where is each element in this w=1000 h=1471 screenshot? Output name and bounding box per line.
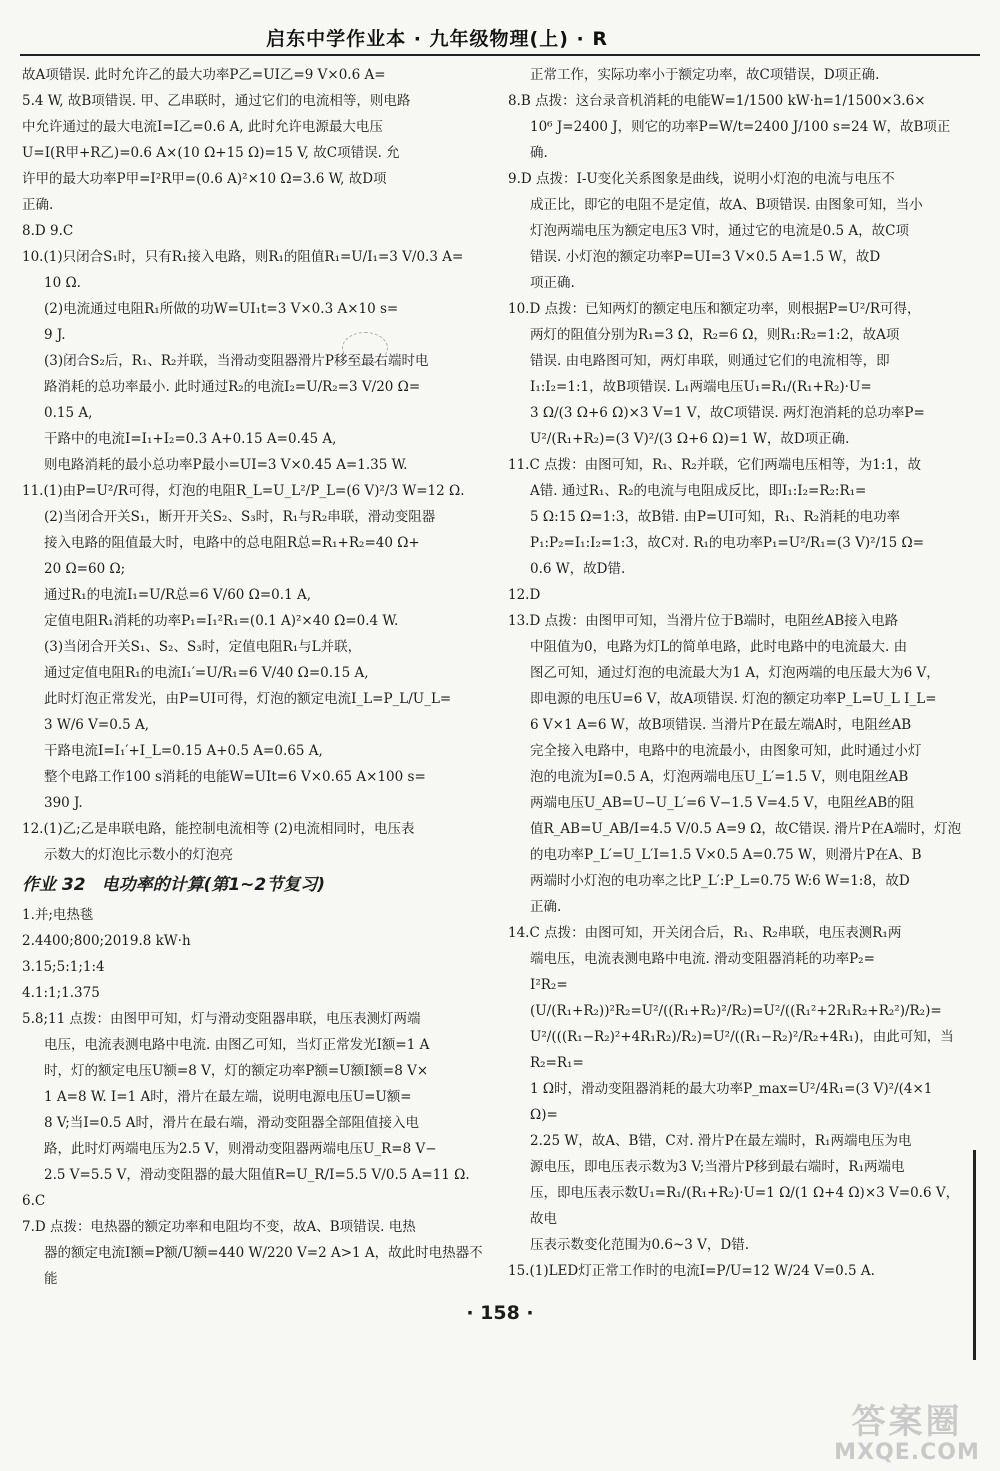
text-line: U²/(R₁+R₂)=(3 V)²/(3 Ω+6 Ω)=1 W，故D项正确. xyxy=(530,431,850,447)
text-line: 3.15;5:1;1:4 xyxy=(22,959,105,975)
text-line: P₁:P₂=I₁:I₂=1:3，故C对. R₁的电功率P₁=U²/R₁=(3 V)²/15 Ω= xyxy=(530,535,925,551)
text-line: 许甲的最大功率P甲=I²R甲=(0.6 A)²×10 Ω=3.6 W, 故D项 xyxy=(22,171,387,187)
text-line: 5 Ω:15 Ω=1:3，故B错. 由P=UI可知，R₁、R₂消耗的电功率 xyxy=(530,509,901,525)
text-line: 2.5 V=5.5 V，滑动变阻器的最大阻值R=U_R/I=5.5 V/0.5 A=11 Ω. xyxy=(44,1167,470,1183)
text-line: (3)闭合S₂后，R₁、R₂并联，当滑动变阻器滑片P移至最右端时电 xyxy=(44,353,429,369)
text-line: 10.(1)只闭合S₁时，只有R₁接入电路，则R₁的阻值R₁=U/I₁=3 V/0.3 A= xyxy=(22,249,464,265)
text-line: 3 W/6 V=0.5 A, xyxy=(44,717,150,733)
text-line: 6 V×1 A=6 W，故B项错误. 当滑片P在最左端A时，电阻丝AB xyxy=(530,717,912,733)
text-line: 压，即电压表示数U₁=R₁/(R₁+R₂)·U=1 Ω/(1 Ω+4 Ω)×3 V=0.6 V，故电 xyxy=(530,1185,960,1227)
text-line: 值R_AB=U_AB/I=4.5 V/0.5 A=9 Ω，故C错误. 滑片P在A端时，灯泡 xyxy=(530,821,962,837)
text-line: 路消耗的总功率最小. 此时通过R₂的电流I₂=U/R₂=3 V/20 Ω= xyxy=(44,379,421,395)
text-line: 20 Ω=60 Ω; xyxy=(44,561,126,577)
text-line: I²R₂=(U/(R₁+R₂))²R₂=U²/((R₁+R₂)²/R₂)=U²/((R₁²+2R₁R₂+R₂²)/R₂)= xyxy=(530,977,942,1019)
text-line: 错误. 小灯泡的额定功率P=UI=3 V×0.5 A=1.5 W，故D xyxy=(530,249,881,265)
text-line: 图乙可知，通过灯泡的电流最大为1 A，灯泡两端的电压最大为6 V， xyxy=(530,665,940,681)
watermark-text: 答案圈 xyxy=(851,1402,963,1442)
text-line: 8 V;当I=0.5 A时，滑片在最右端，滑动变阻器全部阻值接入电 xyxy=(44,1115,419,1131)
text-line: 此时灯泡正常发光，由P=UI可得，灯泡的额定电流I_L=P_L/U_L= xyxy=(44,691,452,707)
text-line: 端电压，电流表测电路中电流. 滑动变阻器消耗的功率P₂= xyxy=(530,951,875,967)
text-line: 电压，电流表测电路中电流. 由图乙可知，当灯正常发光I额=1 A xyxy=(44,1037,430,1053)
text-line: 干路电流I=I₁′+I_L=0.15 A+0.5 A=0.65 A, xyxy=(44,743,323,759)
section-heading xyxy=(22,870,484,900)
text-line: 项正确. xyxy=(530,275,575,291)
text-line: 5.8;11 点拨：由图甲可知，灯与滑动变阻器串联，电压表测灯两端 xyxy=(22,1011,421,1027)
text-line: (3)当闭合开关S₁、S₂、S₃时，定值电阻R₁与L并联， xyxy=(44,639,362,655)
section-code: 作业 32 xyxy=(22,875,86,895)
text-line: 11.(1)由P=U²/R可得，灯泡的电阻R_L=U_L²/P_L=(6 V)²/3 W=12 Ω. xyxy=(22,483,465,499)
text-line: 完全接入电路中，电路中的电流最小，由图象可知，此时通过小灯 xyxy=(530,743,922,759)
text-line: 13.D 点拨：由图甲可知，当滑片位于B端时，电阻丝AB接入电路 xyxy=(508,613,899,629)
watermark-url: MXQE.COM xyxy=(834,1440,980,1465)
text-line: 12.D xyxy=(508,587,541,603)
text-line: 12.(1)乙;乙是串联电路，能控制电流相等 (2)电流相同时，电压表 xyxy=(22,821,415,837)
text-line: 即电源的电压U=6 V，故A项错误. 灯泡的额定功率P_L=U_L I_L= xyxy=(530,691,937,707)
text-line: 4.1:1;1.375 xyxy=(22,985,100,1001)
text-line: 390 J. xyxy=(44,795,83,811)
text-line: 7.D 点拨：电热器的额定功率和电阻均不变，故A、B项错误. 电热 xyxy=(22,1219,416,1235)
text-line: 正确. xyxy=(530,899,562,915)
text-line: 0.15 A, xyxy=(44,405,93,421)
text-line: 的电功率P_L′=U_L′I=1.5 V×0.5 A=0.75 W，则滑片P在A、B xyxy=(530,847,922,863)
text-line: 故A项错误. 此时允许乙的最大功率P乙=UI乙=9 V×0.6 A= xyxy=(22,67,386,83)
text-line: 成正比，即它的电阻不是定值，故A、B项错误. 由图象可知，当小 xyxy=(530,197,923,213)
text-line: 接入电路的阻值最大时，电路中的总电阻R总=R₁+R₂=40 Ω+ xyxy=(44,535,420,551)
text-line: 10⁶ J=2400 J，则它的功率P=W/t=2400 J/100 s=24 W，故B项正确. xyxy=(530,119,951,161)
text-line: 1 Ω时，滑动变阻器消耗的最大功率P_max=U²/4R₁=(3 V)²/(4×1 Ω)= xyxy=(530,1081,933,1123)
text-line: 通过定值电阻R₁的电流I₁′=U/R₁=6 V/40 Ω=0.15 A, xyxy=(44,665,369,681)
header-title: 启东中学作业本 · 九年级物理(上) · R xyxy=(266,28,608,50)
left-column xyxy=(22,62,484,1292)
text-line: 干路中的电流I=I₁+I₂=0.3 A+0.15 A=0.45 A, xyxy=(44,431,337,447)
text-line: 1 A=8 W. I=1 A时，滑片在最左端，说明电源电压U=U额= xyxy=(44,1089,412,1105)
text-line: 2.25 W，故A、B错，C对. 滑片P在最左端时，R₁两端电压为电 xyxy=(530,1133,912,1149)
text-line: A错. 通过R₁、R₂的电流与电阻成反比，即I₁:I₂=R₂:R₁= xyxy=(530,483,867,499)
text-line: 中阻值为0，电路为灯L的简单电路，此时电路中的电流最大. 由 xyxy=(530,639,908,655)
text-line: 9.D 点拨：I-U变化关系图象是曲线，说明小灯泡的电流与电压不 xyxy=(508,171,895,187)
text-line: U=I(R甲+R乙)=0.6 A×(10 Ω+15 Ω)=15 V, 故C项错误. 允 xyxy=(22,145,400,161)
page-header xyxy=(20,18,980,56)
text-line: 两端电压U_AB=U−U_L′=6 V−1.5 V=4.5 V，电阻丝AB的阻 xyxy=(530,795,915,811)
text-line: U²/(((R₁−R₂)²+4R₁R₂)/R₂)=U²/((R₁−R₂)²/R₂+4R₁)，由此可知，当R₂=R₁= xyxy=(530,1029,954,1071)
text-line: (2)当闭合开关S₁，断开开关S₂、S₃时，R₁与R₂串联，滑动变阻器 xyxy=(44,509,436,525)
section-title: 电功率的计算(第1~2节复习) xyxy=(101,875,326,895)
margin-bar xyxy=(973,1150,976,1360)
text-line: 11.C 点拨：由图可知，R₁、R₂并联，它们两端电压相等，为1:1，故 xyxy=(508,457,921,473)
text-line: 14.C 点拨：由图可知，开关闭合后，R₁、R₂串联，电压表测R₁两 xyxy=(508,925,902,941)
text-line: 3 Ω/(3 Ω+6 Ω)×3 V=1 V，故C项错误. 两灯泡消耗的总功率P= xyxy=(530,405,925,421)
text-line: 压表示数变化范围为0.6~3 V，D错. xyxy=(530,1237,750,1253)
text-line: 源电压，即电压表示数为3 V;当滑片P移到最右端时，R₁两端电 xyxy=(530,1159,905,1175)
text-line: 示数大的灯泡比示数小的灯泡亮 xyxy=(44,847,233,863)
text-line: 器的额定电流I额=P额/U额=440 W/220 V=2 A>1 A，故此时电热器不能 xyxy=(44,1245,483,1287)
text-line: 中允许通过的最大电流I=I乙=0.6 A, 此时允许电源最大电压 xyxy=(22,119,383,135)
text-line: 15.(1)LED灯正常工作时的电流I=P/U=12 W/24 V=0.5 A. xyxy=(508,1263,875,1279)
page-number: · 158 · xyxy=(466,1302,534,1324)
watermark-logo xyxy=(822,1403,992,1467)
text-line: 错误. 由电路图可知，两灯串联，则通过它们的电流相等，即 xyxy=(530,353,890,369)
text-line: 定值电阻R₁消耗的功率P₁=I₁²R₁=(0.1 A)²×40 Ω=0.4 W. xyxy=(44,613,399,629)
text-line: 2.4400;800;2019.8 kW·h xyxy=(22,933,191,949)
text-line: 8.D 9.C xyxy=(22,223,74,239)
right-column xyxy=(508,62,964,1284)
text-line: 1.并;电热毯 xyxy=(22,907,94,923)
text-line: 通过R₁的电流I₁=U/R总=6 V/60 Ω=0.1 A, xyxy=(44,587,311,603)
text-line: (2)电流通过电阻R₁所做的功W=UI₁t=3 V×0.3 A×10 s= xyxy=(44,301,399,317)
text-line: I₁:I₂=1:1，故B项错误. L₁两端电压U₁=R₁/(R₁+R₂)·U= xyxy=(530,379,872,395)
text-line: 0.6 W，故D错. xyxy=(530,561,626,577)
text-line: 则电路消耗的最小总功率P最小=UI=3 V×0.45 A=1.35 W. xyxy=(44,457,408,473)
text-line: 正确. xyxy=(22,197,54,213)
text-line: 泡的电流为I=0.5 A，灯泡两端电压U_L′=1.5 V，则电阻丝AB xyxy=(530,769,909,785)
text-line: 时，灯的额定电压U额=8 V，灯的额定功率P额=U额I额=8 V× xyxy=(44,1063,429,1079)
text-line: 9 J. xyxy=(44,327,66,343)
text-line: 路，此时灯两端电压为2.5 V，则滑动变阻器两端电压U_R=8 V− xyxy=(44,1141,437,1157)
text-line: 8.B 点拨：这台录音机消耗的电能W=1/1500 kW·h=1/1500×3.6× xyxy=(508,93,926,109)
text-line: 两灯的阻值分别为R₁=3 Ω，R₂=6 Ω，则R₁:R₂=1:2，故A项 xyxy=(530,327,900,343)
text-line: 灯泡两端电压为额定电压3 V时，通过它的电流是0.5 A，故C项 xyxy=(530,223,909,239)
text-line: 10 Ω. xyxy=(44,275,81,291)
text-line: 5.4 W, 故B项错误. 甲、乙串联时，通过它们的电流相等，则电路 xyxy=(22,93,411,109)
text-line: 正常工作，实际功率小于额定功率，故C项错误，D项正确. xyxy=(530,67,880,83)
text-line: 6.C xyxy=(22,1193,46,1209)
text-line: 整个电路工作100 s消耗的电能W=UIt=6 V×0.65 A×100 s= xyxy=(44,769,426,785)
text-line: 两端时小灯泡的电功率之比P_L′:P_L=0.75 W:6 W=1:8，故D xyxy=(530,873,910,889)
text-line: 10.D 点拨：已知两灯的额定电压和额定功率，则根据P=U²/R可得， xyxy=(508,301,921,317)
